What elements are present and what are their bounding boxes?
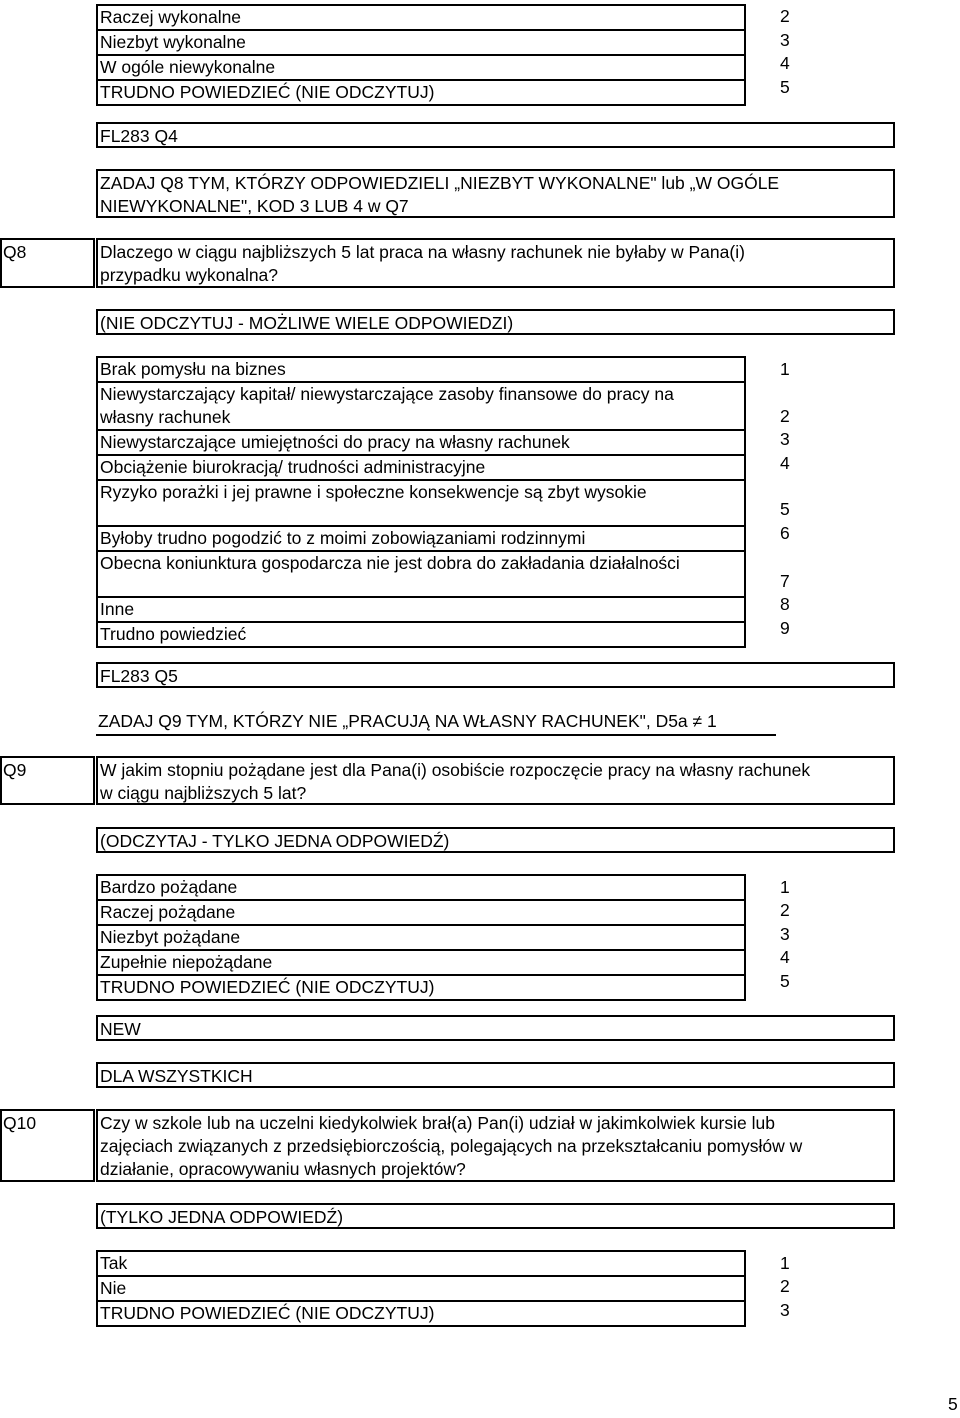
- list-item: Obciążenie biurokracją/ trudności administracyjne: [98, 454, 744, 479]
- filter-instruction: ZADAJ Q9 TYM, KTÓRZY NIE „PRACUJĄ NA WŁASNY RACHUNEK", D5a ≠ 1: [98, 711, 717, 731]
- option-code: 5: [780, 971, 790, 991]
- option-code: 2: [780, 406, 790, 426]
- q9-options-box: [96, 874, 746, 1001]
- q10-options-box: [96, 1250, 746, 1327]
- option-code: 2: [780, 6, 790, 26]
- list-item: Ryzyko porażki i jej prawne i społeczne konsekwencje są zbyt wysokie: [98, 479, 744, 525]
- list-item: Raczej wykonalne: [100, 7, 242, 27]
- option-code: 3: [780, 30, 790, 50]
- list-item: Byłoby trudno pogodzić to z moimi zobowiązaniami rodzinnymi: [98, 525, 744, 550]
- answer-instruction: (NIE ODCZYTUJ - MOŻLIWE WIELE ODPOWIEDZI): [96, 309, 895, 335]
- list-item: Trudno powiedzieć: [98, 621, 744, 646]
- option-code: 3: [780, 429, 790, 449]
- list-item: TRUDNO POWIEDZIEĆ (NIE ODCZYTUJ): [98, 79, 744, 104]
- option-code: 3: [780, 924, 790, 944]
- answer-instruction: (ODCZYTAJ - TYLKO JEDNA ODPOWIEDŹ): [96, 827, 895, 853]
- page-number: 5: [948, 1394, 958, 1414]
- list-item: Obecna koniunktura gospodarcza nie jest dobra do zakładania działalności: [98, 550, 744, 596]
- q8-options-box: [96, 356, 746, 648]
- q7-options-box: [96, 4, 746, 106]
- list-item: Nie: [98, 1275, 744, 1300]
- option-code: 3: [780, 1300, 790, 1320]
- list-item: Niezbyt pożądane: [98, 924, 744, 949]
- option-code: 4: [780, 453, 790, 473]
- question-ref: FL283 Q4: [96, 122, 895, 148]
- list-item: W ogóle niewykonalne: [98, 54, 744, 79]
- option-code: 1: [780, 1253, 790, 1273]
- option-code: 7: [780, 571, 790, 591]
- list-item: Niewystarczający kapitał/ niewystarczające zasoby finansowe do pracy na własny rachunek: [98, 381, 744, 429]
- option-code: 1: [780, 877, 790, 897]
- question-text: Czy w szkole lub na uczelni kiedykolwiek brał(a) Pan(i) udział w jakimkolwiek kursie lub zajęciach związanych z przedsiębiorczością, polegających na przekształcaniu pomysłów w działanie, opracowywaniu własnych projektów?: [96, 1109, 895, 1182]
- option-code: 5: [780, 77, 790, 97]
- list-item: Bardzo pożądane: [100, 877, 238, 897]
- question-label: Q8: [3, 242, 27, 262]
- question-ref: FL283 Q5: [96, 662, 895, 688]
- option-code: 5: [780, 499, 790, 519]
- option-code: 4: [780, 947, 790, 967]
- list-item: Niezbyt wykonalne: [98, 29, 744, 54]
- option-code: 1: [780, 359, 790, 379]
- list-item: Zupełnie niepożądane: [98, 949, 744, 974]
- option-code: 6: [780, 523, 790, 543]
- question-text: W jakim stopniu pożądane jest dla Pana(i) osobiście rozpoczęcie pracy na własny rachunek w ciągu najbliższych 5 lat?: [96, 756, 895, 805]
- list-item: Inne: [98, 596, 744, 621]
- option-code: 2: [780, 900, 790, 920]
- list-item: Raczej pożądane: [98, 899, 744, 924]
- list-item: TRUDNO POWIEDZIEĆ (NIE ODCZYTUJ): [98, 974, 744, 999]
- option-code: 2: [780, 1276, 790, 1296]
- filter-underline: [96, 734, 776, 736]
- question-text: Dlaczego w ciągu najbliższych 5 lat praca na własny rachunek nie byłaby w Pana(i) przypadku wykonalna?: [96, 238, 895, 288]
- option-code: 9: [780, 618, 790, 638]
- option-code: 4: [780, 53, 790, 73]
- list-item: Niewystarczające umiejętności do pracy na własny rachunek: [98, 429, 744, 454]
- answer-instruction: (TYLKO JEDNA ODPOWIEDŹ): [96, 1203, 895, 1229]
- filter-instruction: ZADAJ Q8 TYM, KTÓRZY ODPOWIEDZIELI „NIEZBYT WYKONALNE" lub „W OGÓLE NIEWYKONALNE", KOD 3 LUB 4 w Q7: [96, 169, 895, 218]
- list-item: Brak pomysłu na biznes: [100, 359, 286, 379]
- list-item: Tak: [100, 1253, 128, 1273]
- question-label: Q9: [3, 760, 27, 780]
- question-label: Q10: [3, 1113, 37, 1133]
- list-item: TRUDNO POWIEDZIEĆ (NIE ODCZYTUJ): [98, 1300, 744, 1325]
- question-ref: NEW: [96, 1015, 895, 1041]
- filter-instruction: DLA WSZYSTKICH: [96, 1062, 895, 1088]
- option-code: 8: [780, 594, 790, 614]
